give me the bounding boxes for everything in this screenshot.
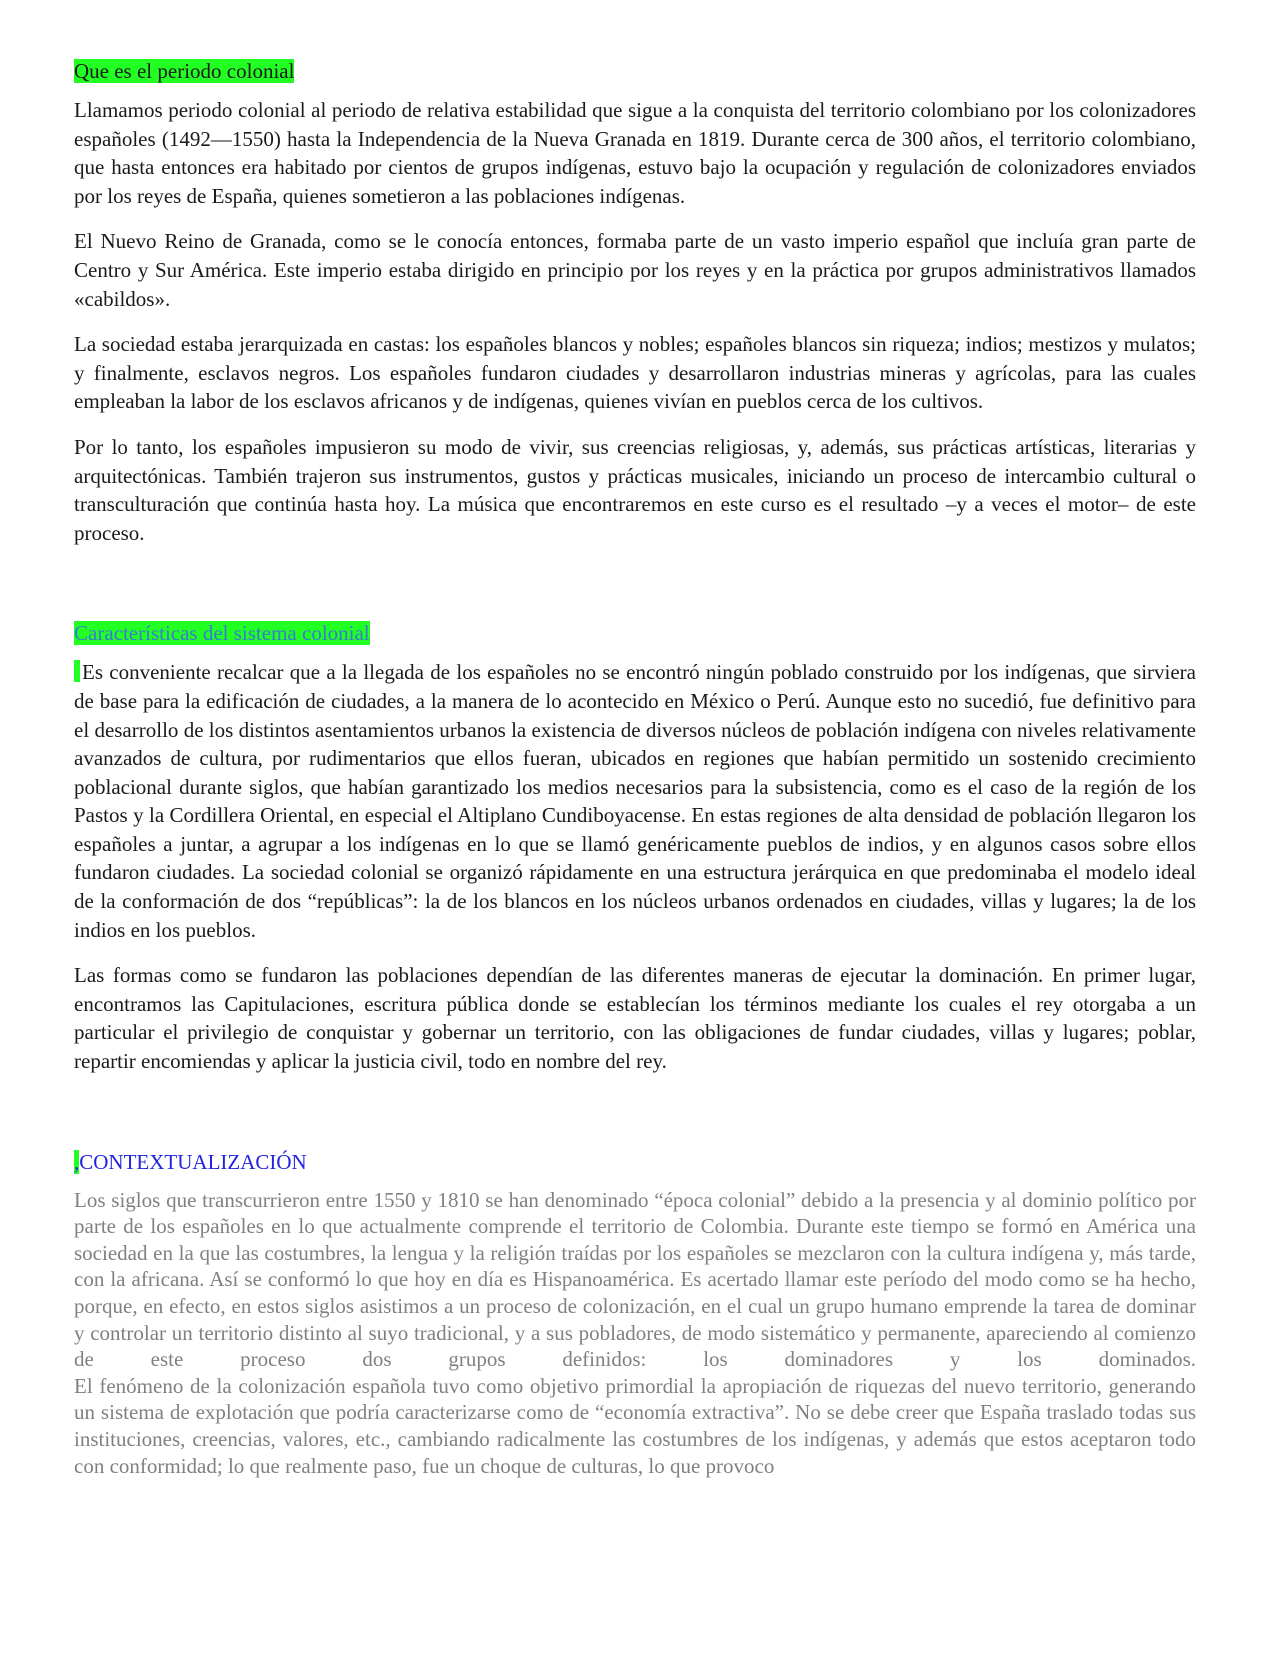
paragraph: Llamamos periodo colonial al periodo de relativa estabilidad que sigue a la conquista del territorio colombiano por los colonizadores españoles (1492—1550) hasta la Independencia de la Nueva Granada en 1819. Durante cerca de 300 años, el territorio colombiano, que hasta entonces era habitado por cientos de grupos indígenas, estuvo bajo la ocupación y regulación de colonizadores enviados por los reyes de España, quienes sometieron a las poblaciones indígenas. [74, 98, 1196, 208]
spacer [74, 564, 1196, 618]
spacer [74, 1093, 1196, 1147]
gray-paragraph-text-1: Los siglos que transcurrieron entre 1550 y 1810 se han denominado “época colonial” debido a la presencia y al dominio político por parte de los españoles en lo que actualmente comprende el territorio de Colombia. Durante este tiempo se formó en América una sociedad en la que las costumbres, la lengua y la religión traídas por los españoles se mezclaron con la cultura indígena y, más tarde, con la africana. Así se conformó lo que hoy en día es Hispanoamérica. Es acertado llamar este período del modo como se ha hecho, porque, en efecto, en estos siglos asistimos a un proceso de colonización, en el cual un grupo humano emprende la tarea de dominar y controlar un territorio distinto al suyo tradicional, y a sus pobladores, de modo sistemático y permanente, apareciendo al comienzo de este proceso dos grupos definidos: los dominadores y los dominados. [74, 1187, 1196, 1372]
paragraph-with-marker [74, 658, 1196, 944]
heading-comma-marker: , [74, 1149, 80, 1174]
document-page [74, 56, 1196, 1479]
paragraph: Por lo tanto, los españoles impusieron su modo de vivir, sus creencias religiosas, y, además, sus prácticas artísticas, literarias y arquitectónicas. También trajeron sus instrumentos, gustos y prácticas musicales, iniciando un proceso de intercambio cultural o transculturación que continúa hasta hoy. La música que encontraremos en este curso es el resultado –y a veces el motor– de este proceso. [74, 434, 1196, 545]
paragraph: La sociedad estaba jerarquizada en castas: los españoles blancos y nobles; españoles blancos sin riqueza; indios; mestizos y mulatos; y finalmente, esclavos negros. Los españoles fundaron ciudades y desarrollaron industrias mineras y agrícolas, para las cuales empleaban la labor de los esclavos africanos y de indígenas, quienes vivían en pueblos cerca de los cultivos. [74, 332, 1196, 414]
gray-paragraph-text-2: El fenómeno de la colonización española tuvo como objetivo primordial la apropiación de riquezas del nuevo territorio, generando un sistema de explotación que podría caracterizarse como de “economía extractiva”. No se debe creer que España traslado todas sus instituciones, creencias, valores, etc., cambiando radicalmente las costumbres de los indígenas, y además que estos aceptaron todo con conformidad; lo que realmente paso, fue un choque de culturas, lo que provoco [74, 1373, 1196, 1478]
paragraph: Las formas como se fundaron las poblaciones dependían de las diferentes maneras de ejecutar la dominación. En primer lugar, encontramos las Capitulaciones, escritura pública donde se establecían los términos mediante los cuales el rey otorgaba a un particular el privilegio de conquistar y gobernar un territorio, con las obligaciones de fundar ciudades, villas y lugares; poblar, repartir encomiendas y aplicar la justicia civil, todo en nombre del rey. [74, 963, 1196, 1074]
gray-paragraph [74, 1187, 1196, 1480]
heading-periodo-colonial [74, 56, 1196, 86]
heading-caracteristicas [74, 618, 1196, 648]
highlight-marker [74, 660, 80, 682]
heading-periodo-colonial-text: Que es el periodo colonial [74, 59, 295, 83]
heading-contextualizacion-text: CONTEXTUALIZACIÓN [79, 1149, 307, 1174]
paragraph: El Nuevo Reino de Granada, como se le conocía entonces, formaba parte de un vasto imperio español que incluía gran parte de Centro y Sur América. Este imperio estaba dirigido en principio por los reyes y en la práctica por grupos administrativos llamados «cabildos». [74, 229, 1196, 311]
heading-contextualizacion [74, 1147, 1196, 1177]
heading-caracteristicas-text: Características del sistema colonial [74, 621, 370, 646]
paragraph-text: Es conveniente recalcar que a la llegada de los españoles no se encontró ningún poblado construido por los indígenas, que sirviera de base para la edificación de ciudades, a la manera de lo acontecido en México o Perú. Aunque esto no sucedió, fue definitivo para el desarrollo de los distintos asentamientos urbanos la existencia de diversos núcleos de población indígena con niveles relativamente avanzados de cultura, por rudimentarios que ellos fueran, ubicados en regiones que habían permitido un sostenido crecimiento poblacional durante siglos, que habían garantizado los medios necesarios para la subsistencia, como es el caso de la región de los Pastos y la Cordillera Oriental, en especial el Altiplano Cundiboyacense. En estas regiones de alta densidad de población llegaron los españoles a juntar, a agrupar a los indígenas en lo que se llamó genéricamente pueblos de indios, y en algunos casos sobre ellos fundaron ciudades. La sociedad colonial se organizó rápidamente en una estructura jerárquica en que predominaba el modelo ideal de la conformación de dos “repúblicas”: la de los blancos en los núcleos urbanos ordenados en ciudades, villas y lugares; la de los indios en los pueblos. [74, 660, 1196, 942]
